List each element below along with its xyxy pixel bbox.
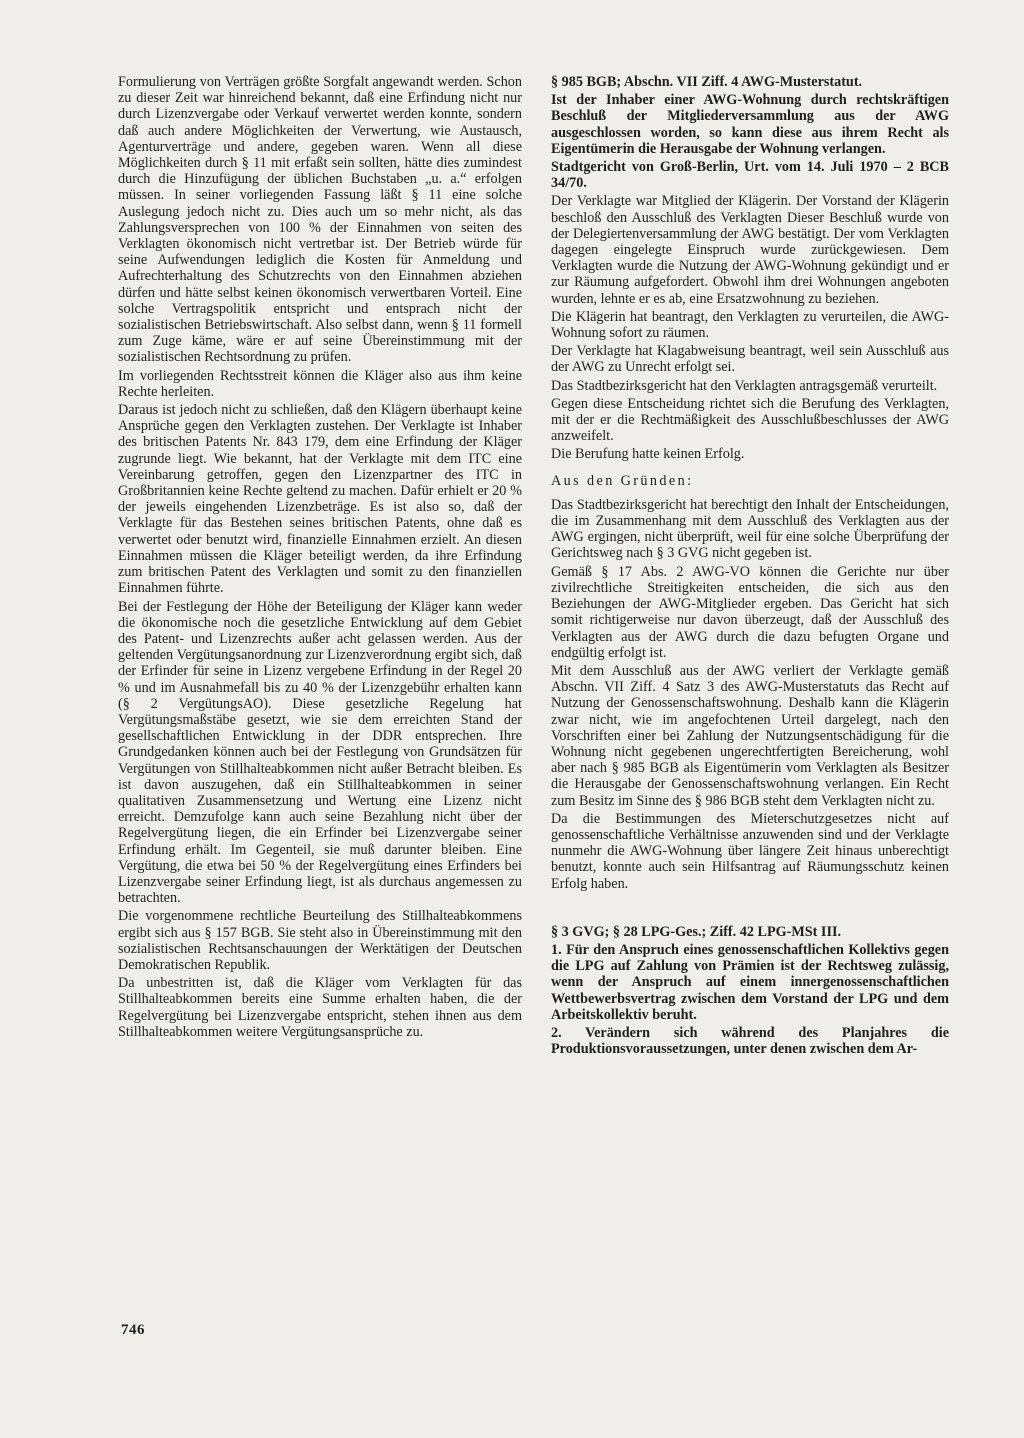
paragraph: Das Stadtbezirksgericht hat den Verklagten antragsgemäß verurteilt. <box>551 377 938 394</box>
section-gap <box>551 894 949 924</box>
paragraph: Das Stadtbezirksgericht hat berechtigt den Inhalt der Entscheidungen, die im Zusammenhang mit dem Ausschluß des Verklagten aus der AWG ergingen, nicht überprüft, weil für eine solche Überprüfung der Gerichtsweg nach § 3 GVG nicht gegeben ist. <box>551 496 949 562</box>
paragraph: Die Klägerin hat beantragt, den Verklagten zu verurteilen, die AWG-Wohnung sofort zu räumen. <box>551 308 949 342</box>
right-column <box>551 74 949 1059</box>
paragraph: Formulierung von Verträgen größte Sorgfalt angewandt werden. Schon zu dieser Zeit war hinreichend bekannt, daß eine Erfindung nicht nur durch Lizenzvergabe oder Verkauf verwertet werden konnte, sondern daß auch andere Möglichkeiten der Verwertung, wie Austausch, Agenturverträge und andere, gegeben waren. Wenn all diese Möglichkeiten durch § 11 mit erfaßt sein sollten, hätte dies zumindest durch die Hinzufügung der üblichen Buchstaben „u. a.“ erfolgen müssen. In seiner vorliegenden Fassung läßt § 11 eine solche Auslegung jedoch nicht zu. Dies auch um so mehr nicht, als das Zahlungsversprechen von 100 % der Einnahmen von seiten des Verklagten ökonomisch nicht vertretbar ist. Der Betrieb würde für seine Aufwendungen lediglich die Kosten für Anmeldung und Aufrechterhaltung des Schutzrechts von den Einnahmen abziehen dürfen und hätte selbst keinen ökonomisch verwertbaren Vorteil. Eine solche Vertragspolitik entspricht und entsprach nicht der sozialistischen Betriebswirtschaft. Also selbst dann, wenn § 11 formell zum Zuge käme, wäre er auf seine Übereinstimmung mit der sozialistischen Rechtsordnung zu prüfen. <box>118 74 522 366</box>
paragraph: Der Verklagte war Mitglied der Klägerin. Der Vorstand der Klägerin beschloß den Ausschluß des Verklagten Dieser Beschluß wurde von der Delegiertenversammlung der AWG bestätigt. Der vom Verklagten dagegen eingelegte Einspruch wurde zurückgewiesen. Dem Verklagten wurde die Nutzung der AWG-Wohnung gekündigt und er zur Räumung aufgefordert. Obwohl ihm drei Wohnungen angeboten wurden, lehnte er es ab, eine Ersatzwohnung zu beziehen. <box>551 193 949 307</box>
section-heading: § 985 BGB; Abschn. VII Ziff. 4 AWG-Musterstatut. <box>551 74 863 90</box>
headnote: 2. Verändern sich während des Planjahres die Produktionsvoraussetzungen, unter denen zwischen dem Ar- <box>551 1024 949 1058</box>
paragraph: Bei der Festlegung der Höhe der Beteiligung der Kläger kann weder die ökonomische noch die gesetzliche Entwicklung auf dem Gebiet des Patent- und Lizenzrechts außer acht gelassen werden. Aus der geltenden Vergütungsanordnung zur Lizenzverordnung ergibt sich, daß der Erfinder für seine in Lizenz vergebene Erfindung in der Regel 20 % und im Ausnahmefall bis zu 40 % der Lizenzgebühr erhalten kann (§ 2 VergütungsAO). Diese gesetzliche Regelung hat Vergütungsmaßstäbe gesetzt, wie sie dem erreichten Stand der gesellschaftlichen Entwicklung in der DDR entsprechen. Ihre Grundgedanken können auch bei der Festlegung von Grundsätzen für Vergütungen von Stillhalteabkommen nicht außer Betracht bleiben. Es ist davon auszugehen, daß ein Stillhalteabkommen in seiner qualitativen Zusammensetzung und Wertung eine Lizenz nicht erreicht. Demzufolge kann auch seine Bezahlung nicht über der Regelvergütung liegen, die ein Erfinder bei Lizenzvergabe seiner Erfindung erhält. Im Gegenteil, sie muß darunter bleiben. Eine Vergütung, die etwa bei 50 % der Regelvergütung eines Erfinders bei Lizenzvergabe seiner Erfindung liegt, ist als durchaus angemessen zu betrachten. <box>118 598 522 907</box>
paragraph: Im vorliegenden Rechtsstreit können die Kläger also aus ihm keine Rechte herleiten. <box>118 367 522 400</box>
paragraph: Mit dem Ausschluß aus der AWG verliert der Verklagte gemäß Abschn. VII Ziff. 4 Satz 3 des AWG-Musterstatuts das Recht auf Nutzung der Genossenschaftswohnung. Deshalb kann die Klägerin zwar nicht, wie im angefochtenen Urteil dargelegt, nach den Vorschriften einer bei Zahlung der Nutzungsentschädigung für die Wohnung nicht gegebenen ungerechtfertigten Bereicherung, wohl aber nach § 985 BGB als Eigentümerin vom Verklagten als Besitzer die Herausgabe der Genossenschaftswohnung verlangen. Ein Recht zum Besitz im Sinne des § 986 BGB steht dem Verklagten nicht zu. <box>551 662 949 809</box>
headnote: 1. Für den Anspruch eines genossenschaftlichen Kollektivs gegen die LPG auf Zahlung von Prämien ist der Rechtsweg zulässig, wenn der Anspruch auf einem innergenossenschaftlichen Wettbewerbsvertrag zwischen dem Vorstand der LPG und dem Arbeitskollektiv beruht. <box>551 941 949 1023</box>
page-number: 746 <box>121 1322 145 1338</box>
paragraph: Da unbestritten ist, daß die Kläger vom Verklagten für das Stillhalteabkommen bereits eine Summe erhalten haben, die der Regelvergütung bei Lizenzvergabe entspricht, stehen ihnen aus dem Stillhalteabkommen weitere Vergütungsansprüche zu. <box>118 975 522 1040</box>
reasons-heading: Aus den Gründen: <box>551 472 694 489</box>
paragraph: Da die Bestimmungen des Mieterschutzgesetzes nicht auf genossenschaftliche Verhältnisse anzuwenden sind und der Verklagte nunmehr die AWG-Wohnung über längere Zeit hinaus unberechtigt benutzt, konnte auch sein Hilfsantrag auf Räumungsschutz keinen Erfolg haben. <box>551 810 949 892</box>
paragraph: Die Berufung hatte keinen Erfolg. <box>551 446 745 463</box>
paragraph: Der Verklagte hat Klagabweisung beantragt, weil sein Ausschluß aus der AWG zu Unrecht erfolgt sei. <box>551 343 949 376</box>
paragraph: Gegen diese Entscheidung richtet sich die Berufung des Verklagten, mit der er die Rechtmäßigkeit des Ausschlußbeschlusses der AWG anzweifelt. <box>551 395 949 445</box>
left-column <box>118 74 522 1042</box>
section-heading: § 3 GVG; § 28 LPG-Ges.; Ziff. 42 LPG-MSt III. <box>551 923 842 940</box>
paragraph: Daraus ist jedoch nicht zu schließen, daß den Klägern überhaupt keine Ansprüche gegen den Verklagten zustehen. Der Verklagte ist Inhaber des britischen Patents Nr. 843 179, dem eine Erfindung der Kläger zugrunde liegt. Wie bekannt, hat der Verklagte mit dem ITC eine Vereinbarung getroffen, gegen den Lizenzpartner des ITC in Großbritannien keine Rechte geltend zu machen. Dafür erhielt er 20 % der jeweils eingehenden Lizenzbeträge. Es ist also so, daß der Verklagte für das Bestehen seines britischen Patents, ohne daß es verwertet oder benutzt wird, finanzielle Einnahmen erzielt. An diesen Einnahmen müssen die Kläger beteiligt werden, da ihre Erfindung zum britischen Patent des Verklagten und somit zu den finanziellen Einnahmen führte. <box>118 402 522 597</box>
paragraph: Gemäß § 17 Abs. 2 AWG-VO können die Gerichte nur über zivilrechtliche Streitigkeiten entscheiden, die sich aus den Beziehungen der AWG-Mitglieder ergeben. Das Gericht hat sich somit richtigerweise nur davon überzeugt, daß der Ausschluß des Verklagten aus der AWG durch die dazu befugten Organe und endgültig erfolgt ist. <box>551 563 949 661</box>
court-citation: Stadtgericht von Groß-Berlin, Urt. vom 14. Juli 1970 – 2 BCB 34/70. <box>551 159 949 192</box>
paragraph: Die vorgenommene rechtliche Beurteilung des Stillhalteabkommens ergibt sich aus § 157 BGB. Sie steht also in Übereinstimmung mit den sozialistischen Rechtsanschauungen der Werktätigen der Deutschen Demokratischen Republik. <box>118 908 522 973</box>
headnote: Ist der Inhaber einer AWG-Wohnung durch rechtskräftigen Beschluß der Mitgliederversammlung aus der AWG ausgeschlossen worden, so kann diese aus ihrem Recht als Eigentümerin die Herausgabe der Wohnung verlangen. <box>551 92 949 157</box>
